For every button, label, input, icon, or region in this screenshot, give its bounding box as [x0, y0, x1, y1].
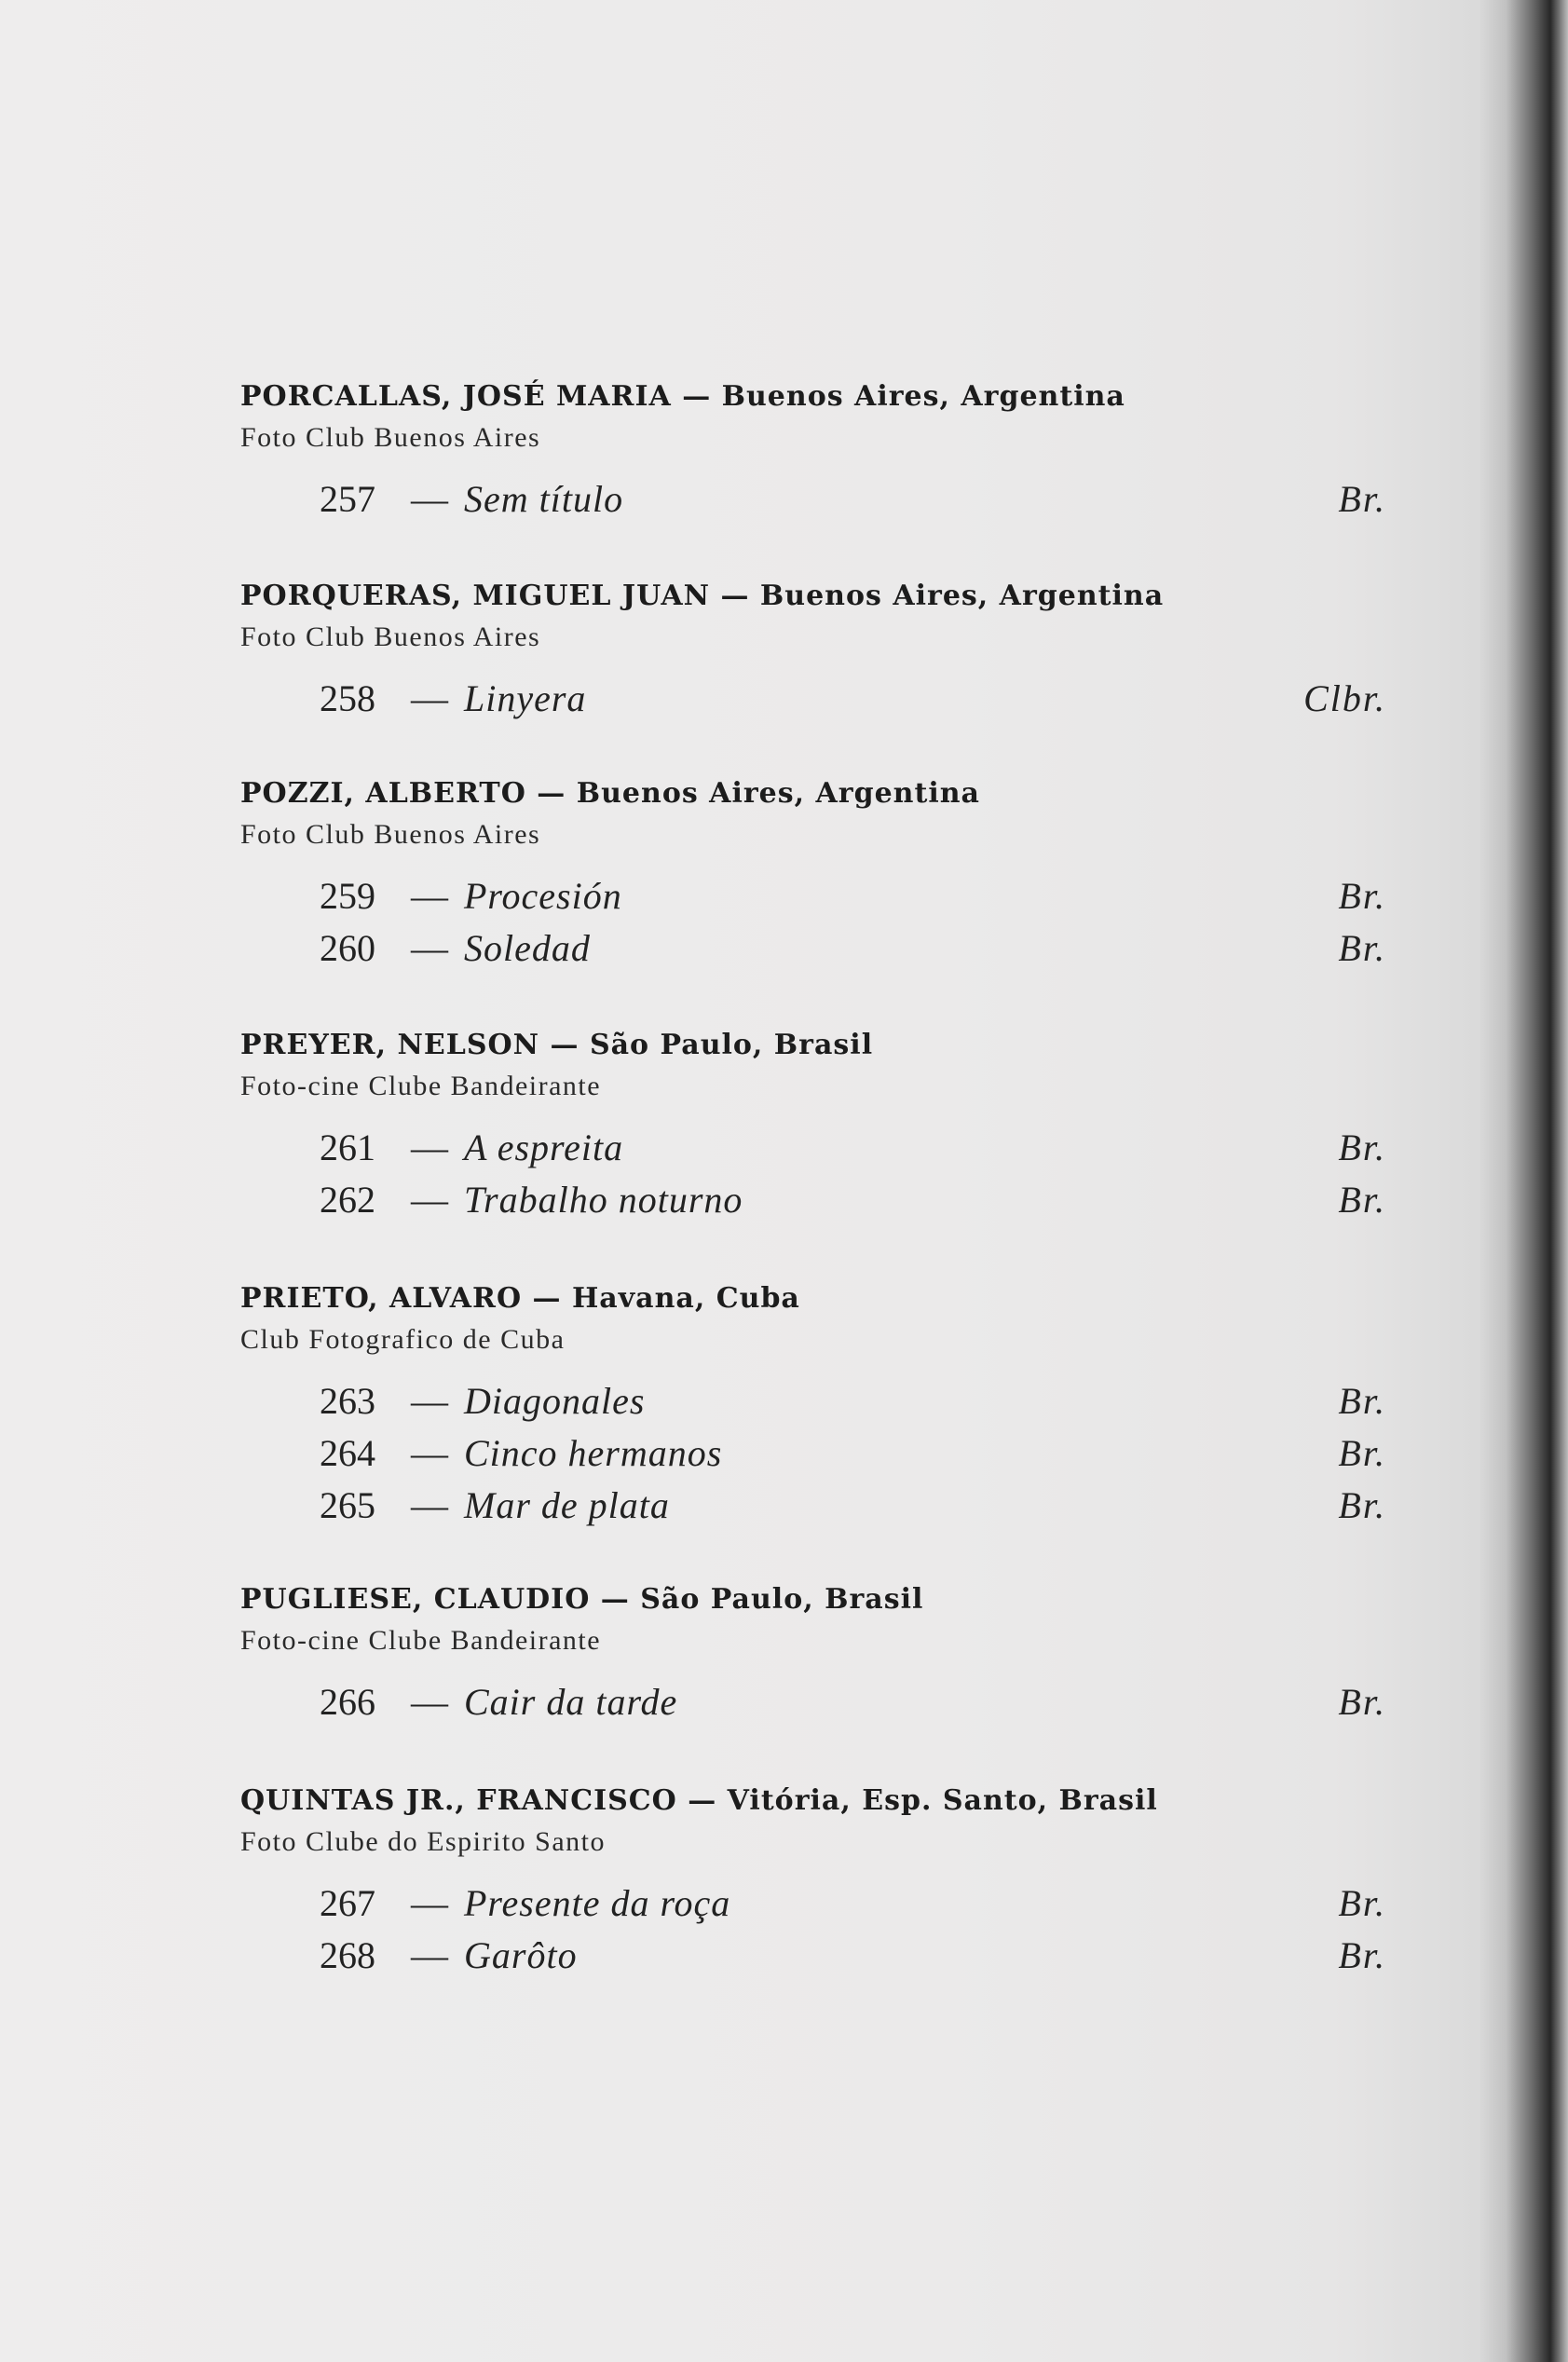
work-dash: —	[411, 1432, 448, 1474]
work-item	[240, 1174, 1386, 1226]
club-name: Foto Club Buenos Aires	[240, 422, 541, 453]
work-number: 258	[320, 677, 375, 719]
work-dash: —	[411, 1882, 448, 1924]
work-item	[240, 1930, 1386, 1982]
work-number: 267	[320, 1882, 375, 1924]
work-item	[240, 922, 1386, 975]
work-dash: —	[411, 1681, 448, 1723]
club-name: Foto Clube do Espirito Santo	[240, 1826, 607, 1857]
author-heading: PREYER, NELSON — São Paulo, Brasil	[240, 1029, 874, 1061]
work-dash: —	[411, 1484, 448, 1526]
work-number: 261	[320, 1126, 375, 1168]
work-category: Br.	[1338, 1432, 1386, 1474]
catalog-entry	[240, 1025, 1386, 1226]
work-category: Br.	[1338, 1126, 1386, 1168]
work-category: Br.	[1338, 1484, 1386, 1526]
catalog-entry	[240, 1278, 1386, 1532]
author-heading: PUGLIESE, CLAUDIO — São Paulo, Brasil	[240, 1583, 924, 1616]
author-heading: PORCALLAS, JOSÉ MARIA — Buenos Aires, Argentina	[240, 380, 1125, 413]
work-item	[240, 473, 1386, 526]
work-title: Cinco hermanos	[464, 1432, 723, 1474]
work-dash: —	[411, 927, 448, 969]
work-title: Presente da roça	[464, 1882, 731, 1924]
work-dash: —	[411, 1126, 448, 1168]
work-dash: —	[411, 478, 448, 520]
work-title: Procesión	[464, 875, 622, 917]
page-binding-shadow	[1479, 0, 1568, 2362]
work-item	[240, 870, 1386, 922]
work-number: 265	[320, 1484, 375, 1526]
work-number: 263	[320, 1380, 375, 1422]
author-heading: PORQUERAS, MIGUEL JUAN — Buenos Aires, Argentina	[240, 580, 1165, 612]
author-heading: QUINTAS JR., FRANCISCO — Vitória, Esp. Santo, Brasil	[240, 1784, 1158, 1817]
work-item	[240, 673, 1386, 725]
work-category: Clbr.	[1303, 677, 1386, 719]
club-name: Foto-cine Clube Bandeirante	[240, 1071, 602, 1101]
work-title: Mar de plata	[464, 1484, 670, 1526]
work-dash: —	[411, 677, 448, 719]
work-item	[240, 1877, 1386, 1930]
work-number: 260	[320, 927, 375, 969]
work-category: Br.	[1338, 1882, 1386, 1924]
work-dash: —	[411, 1934, 448, 1976]
work-title: A espreita	[464, 1126, 624, 1168]
work-dash: —	[411, 1380, 448, 1422]
work-number: 259	[320, 875, 375, 917]
catalog-entry	[240, 576, 1386, 725]
work-number: 262	[320, 1179, 375, 1221]
work-dash: —	[411, 875, 448, 917]
work-item	[240, 1676, 1386, 1728]
club-name: Foto Club Buenos Aires	[240, 819, 541, 850]
work-number: 257	[320, 478, 375, 520]
work-category: Br.	[1338, 875, 1386, 917]
work-category: Br.	[1338, 1934, 1386, 1976]
author-heading: POZZI, ALBERTO — Buenos Aires, Argentina	[240, 777, 980, 810]
work-title: Soledad	[464, 927, 591, 969]
catalog-entry	[240, 1579, 1386, 1728]
work-title: Garôto	[464, 1934, 578, 1976]
work-category: Br.	[1338, 1179, 1386, 1221]
work-title: Cair da tarde	[464, 1681, 678, 1723]
catalog-entry	[240, 1781, 1386, 1982]
club-name: Foto-cine Clube Bandeirante	[240, 1625, 602, 1656]
work-item	[240, 1375, 1386, 1427]
work-title: Trabalho noturno	[464, 1179, 743, 1221]
work-number: 266	[320, 1681, 375, 1723]
catalog-entry	[240, 376, 1386, 526]
work-dash: —	[411, 1179, 448, 1221]
work-item	[240, 1427, 1386, 1480]
club-name: Foto Club Buenos Aires	[240, 621, 541, 652]
work-category: Br.	[1338, 1681, 1386, 1723]
work-item	[240, 1122, 1386, 1174]
author-heading: PRIETO, ALVARO — Havana, Cuba	[240, 1282, 800, 1315]
work-category: Br.	[1338, 478, 1386, 520]
work-category: Br.	[1338, 1380, 1386, 1422]
work-category: Br.	[1338, 927, 1386, 969]
work-title: Diagonales	[464, 1380, 646, 1422]
work-title: Linyera	[464, 677, 587, 719]
catalog-entry	[240, 773, 1386, 975]
work-item	[240, 1480, 1386, 1532]
work-number: 268	[320, 1934, 375, 1976]
club-name: Club Fotografico de Cuba	[240, 1324, 566, 1355]
work-title: Sem título	[464, 478, 624, 520]
work-number: 264	[320, 1432, 375, 1474]
